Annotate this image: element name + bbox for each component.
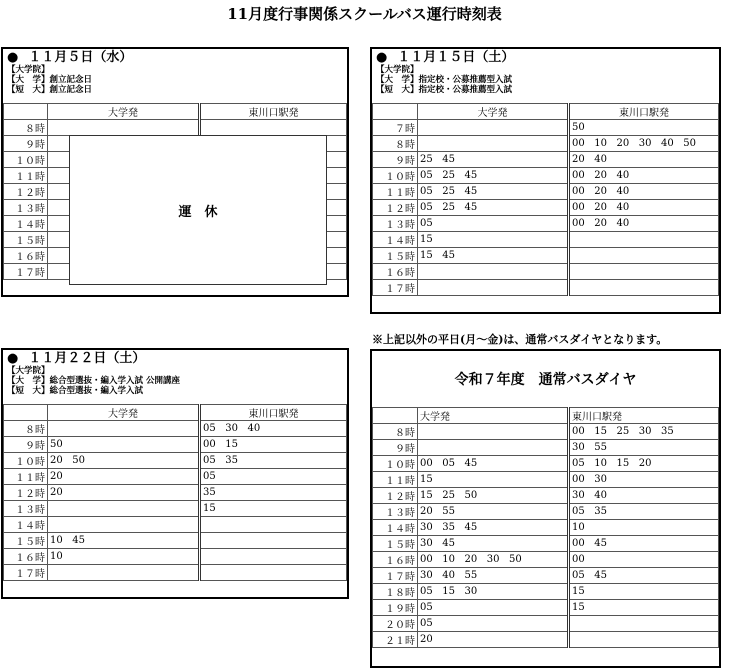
hour-cell: １３時 [373,216,418,232]
table-row [4,517,347,533]
hour-cell: １１時 [373,472,418,488]
panel-header [3,49,347,103]
page-title: 11月度行事関係スクールバス運行時刻表 [227,5,502,23]
table-row [373,184,719,200]
station-departures: 15 [569,584,719,600]
station-departures: 00 15 25 30 35 [569,424,719,440]
table-row [373,568,719,584]
univ-departures: 20 [418,632,569,648]
univ-departures [48,501,200,517]
hour-cell: １０時 [373,456,418,472]
univ-departures: 20 [48,469,200,485]
hour-cell: １５時 [373,248,418,264]
univ-departures: 10 45 [48,533,200,549]
station-departures: 00 45 [569,536,719,552]
hour-cell: １７時 [373,280,418,296]
hour-header [373,104,418,120]
station-departures: 00 15 [200,437,347,453]
date-label: １１月５日（水） [28,50,133,65]
hour-cell: ９時 [373,440,418,456]
hour-cell: １０時 [373,168,418,184]
univ-departures [418,280,569,296]
univ-departures: 00 05 45 [418,456,569,472]
table-row [373,488,719,504]
univ-column-header: 大学発 [48,104,200,120]
table-row [4,501,347,517]
regular-schedule-note: ※上記以外の平日(月～金)は、通常バスダイヤとなります。 [372,333,668,346]
hour-header [373,408,418,424]
table-row [373,168,719,184]
hour-cell: １７時 [373,568,418,584]
univ-departures [418,424,569,440]
bullet-icon: ● [7,351,19,366]
station-departures [569,232,719,248]
univ-departures: 25 45 [418,152,569,168]
station-departures [569,632,719,648]
station-departures: 00 20 40 [569,200,719,216]
univ-departures: 20 55 [418,504,569,520]
univ-column-header: 大学発 [418,408,569,424]
timetable [372,103,719,296]
hour-cell: １３時 [373,504,418,520]
hour-cell: １３時 [4,501,48,517]
univ-departures [48,120,200,136]
station-departures: 00 20 40 [569,168,719,184]
schedule-nov-5 [1,47,349,297]
regular-heading: 令和７年度 通常バスダイヤ [454,372,637,388]
event-line: 【大学院】 [7,366,50,376]
hour-cell: ９時 [373,152,418,168]
hour-cell: １０時 [4,453,48,469]
univ-departures: 05 25 45 [418,168,569,184]
hour-header [4,104,48,120]
table-row [4,421,347,437]
station-column-header: 東川口駅発 [200,104,347,120]
header-row [4,104,347,120]
station-departures [200,565,347,581]
table-row [373,600,719,616]
univ-departures: 30 40 55 [418,568,569,584]
date-label: １１月１５日（土） [397,50,515,65]
hour-cell: １２時 [4,485,48,501]
station-departures [569,248,719,264]
table-row [373,632,719,648]
hour-cell: １１時 [373,184,418,200]
univ-departures: 00 10 20 30 50 [418,552,569,568]
timetable [3,404,347,581]
table-row [4,549,347,565]
table-row [373,584,719,600]
table-row [4,437,347,453]
station-departures: 20 40 [569,152,719,168]
station-departures [569,264,719,280]
univ-departures: 10 [48,549,200,565]
station-column-header: 東川口駅発 [569,408,719,424]
station-departures: 05 35 [200,453,347,469]
station-departures [569,616,719,632]
header-row [373,104,719,120]
panel-date [7,352,343,366]
table-row [4,469,347,485]
station-departures: 05 [200,469,347,485]
table-row [373,616,719,632]
station-departures: 05 45 [569,568,719,584]
hour-cell: １４時 [373,520,418,536]
station-departures: 00 [569,552,719,568]
univ-departures: 20 50 [48,453,200,469]
univ-departures: 15 [418,232,569,248]
table-row [373,504,719,520]
hour-cell: １５時 [4,533,48,549]
station-departures: 00 10 20 30 40 50 [569,136,719,152]
hour-cell: ９時 [4,136,48,152]
univ-departures: 20 [48,485,200,501]
univ-departures: 05 25 45 [418,200,569,216]
table-row [4,120,347,136]
univ-departures: 05 [418,616,569,632]
station-column-header: 東川口駅発 [569,104,719,120]
header-row [373,408,719,424]
univ-departures: 05 [418,216,569,232]
hour-cell: ８時 [4,421,48,437]
hour-cell: １５時 [4,232,48,248]
timetable [372,407,719,648]
univ-departures [48,565,200,581]
univ-departures [418,440,569,456]
station-departures [200,120,347,136]
hour-cell: １６時 [4,549,48,565]
table-row [4,565,347,581]
univ-departures: 05 [418,600,569,616]
panel-header [372,49,719,103]
panel-date [376,51,715,65]
event-line: 【短 大】創立記念日 [7,85,93,95]
hour-cell: １７時 [4,565,48,581]
regular-schedule [370,349,721,668]
hour-cell: ２１時 [373,632,418,648]
hour-cell: １６時 [373,264,418,280]
univ-departures: 50 [48,437,200,453]
hour-cell: １０時 [4,152,48,168]
table-row [4,485,347,501]
station-departures [200,517,347,533]
hour-cell: １２時 [373,488,418,504]
event-line: 【大 学】指定校・公募推薦型入試 [376,75,513,85]
univ-departures [418,120,569,136]
univ-departures [418,264,569,280]
hour-cell: １９時 [373,600,418,616]
header-row [4,405,347,421]
table-row [373,440,719,456]
univ-column-header: 大学発 [418,104,569,120]
univ-departures [418,136,569,152]
date-label: １１月２２日（土） [28,351,146,366]
hour-cell: １７時 [4,264,48,280]
suspended-notice: 運 休 [69,135,327,285]
univ-column-header: 大学発 [48,405,200,421]
station-departures: 00 20 40 [569,216,719,232]
univ-departures: 05 25 45 [418,184,569,200]
station-departures [200,533,347,549]
table-row [373,456,719,472]
table-row [373,248,719,264]
hour-cell: １２時 [373,200,418,216]
schedule-nov-15 [370,47,721,314]
table-row [373,120,719,136]
station-departures: 00 20 40 [569,184,719,200]
univ-departures: 05 15 30 [418,584,569,600]
univ-departures: 15 [418,472,569,488]
table-row [373,552,719,568]
hour-cell: ８時 [373,136,418,152]
hour-header [4,405,48,421]
table-row [373,424,719,440]
hour-cell: １４時 [4,517,48,533]
hour-cell: ８時 [4,120,48,136]
hour-cell: １４時 [4,216,48,232]
table-row [373,536,719,552]
hour-cell: １８時 [373,584,418,600]
table-row [373,264,719,280]
station-departures [569,280,719,296]
hour-cell: １５時 [373,536,418,552]
univ-departures: 15 45 [418,248,569,264]
event-line: 【短 大】総合型選抜・編入学入試 [7,386,144,396]
station-departures [200,549,347,565]
bullet-icon: ● [376,50,388,65]
hour-cell: １６時 [373,552,418,568]
univ-departures [48,517,200,533]
panel-header [3,350,347,404]
station-column-header: 東川口駅発 [200,405,347,421]
station-departures: 15 [200,501,347,517]
panel-date [7,51,343,65]
hour-cell: １６時 [4,248,48,264]
hour-cell: ２０時 [373,616,418,632]
station-departures: 15 [569,600,719,616]
table-row [373,280,719,296]
station-departures: 30 40 [569,488,719,504]
table-row [373,200,719,216]
table-row [373,216,719,232]
table-row [373,136,719,152]
station-departures: 30 55 [569,440,719,456]
hour-cell: ８時 [373,424,418,440]
table-row [373,472,719,488]
hour-cell: ９時 [4,437,48,453]
station-departures: 10 [569,520,719,536]
schedule-nov-22 [1,348,349,599]
event-line: 【大 学】総合型選抜・編入学入試 公開講座 [7,376,180,386]
station-departures: 35 [200,485,347,501]
station-departures: 00 30 [569,472,719,488]
hour-cell: １４時 [373,232,418,248]
hour-cell: １１時 [4,469,48,485]
table-row [373,520,719,536]
table-row [4,533,347,549]
event-line: 【大 学】創立記念日 [7,75,93,85]
event-line: 【大学院】 [7,65,50,75]
hour-cell: １１時 [4,168,48,184]
univ-departures: 30 45 [418,536,569,552]
event-line: 【大学院】 [376,65,419,75]
hour-cell: １２時 [4,184,48,200]
univ-departures [48,421,200,437]
table-row [4,453,347,469]
station-departures: 50 [569,120,719,136]
event-line: 【短 大】指定校・公募推薦型入試 [376,85,513,95]
hour-cell: １３時 [4,200,48,216]
station-departures: 05 10 15 20 [569,456,719,472]
hour-cell: ７時 [373,120,418,136]
univ-departures: 30 35 45 [418,520,569,536]
table-row [373,232,719,248]
station-departures: 05 30 40 [200,421,347,437]
univ-departures: 15 25 50 [418,488,569,504]
station-departures: 05 35 [569,504,719,520]
bullet-icon: ● [7,50,19,65]
table-row [373,152,719,168]
